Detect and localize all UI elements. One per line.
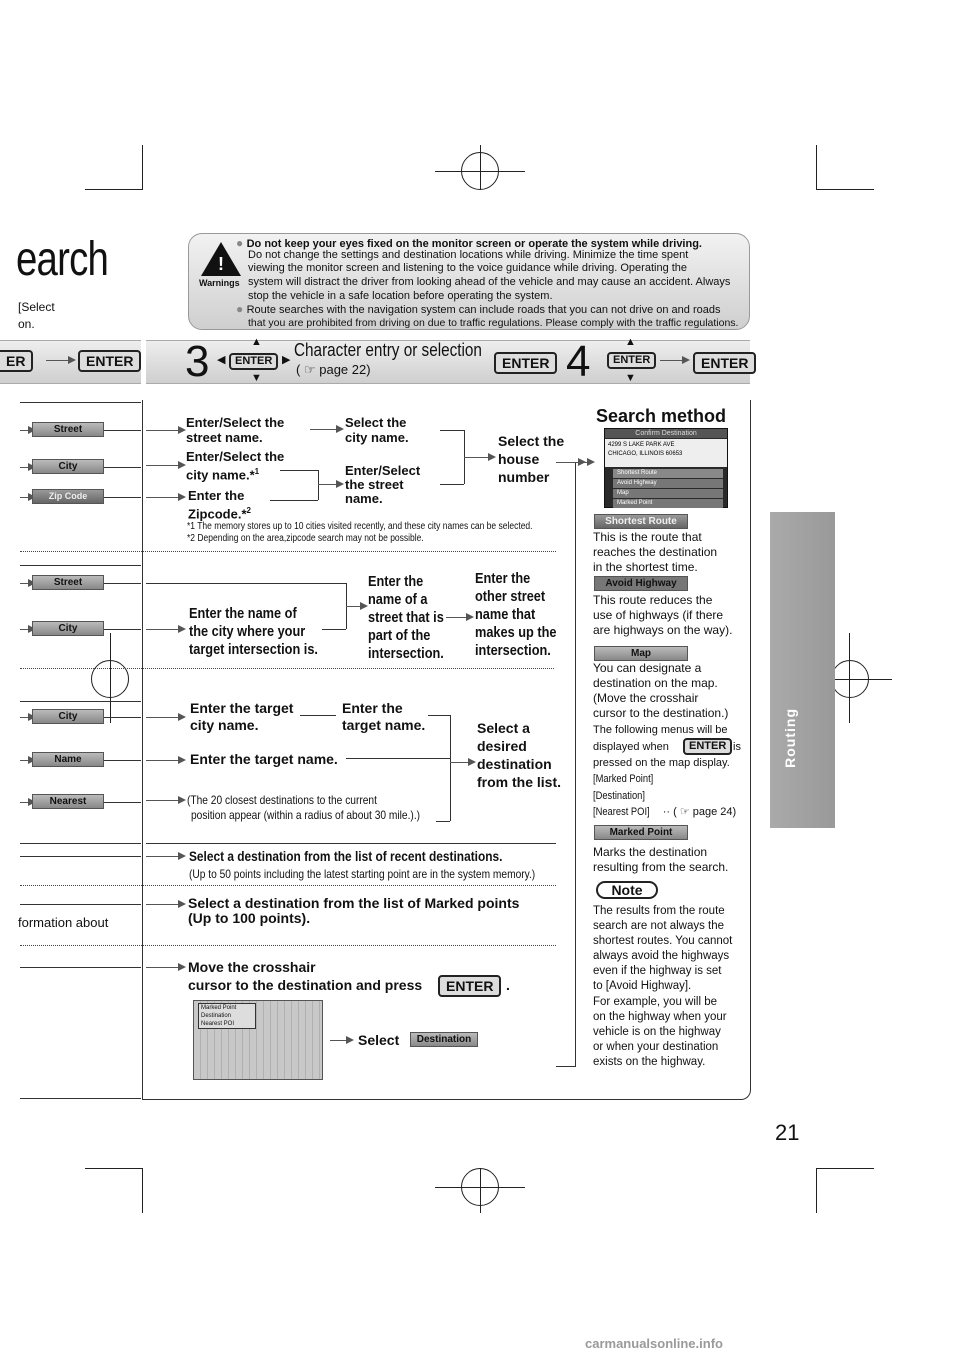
step-text: destination [477, 756, 552, 772]
connector [556, 1066, 576, 1067]
shortest-route-button[interactable]: Shortest Route [594, 514, 688, 529]
divider [20, 967, 141, 968]
routing-side-tab [770, 512, 835, 828]
warning-exclamation: ! [218, 254, 224, 274]
arrow-up-icon: ▲ [251, 336, 262, 348]
step-text: name. [345, 491, 383, 506]
connector [104, 802, 141, 803]
step-text: cursor to the destination and press [188, 977, 423, 993]
arrow-right-icon [146, 497, 180, 498]
enter-button-partial: ER [0, 350, 33, 372]
enter-button: ENTER [78, 350, 141, 372]
warning-text: Route searches with the navigation system can include roads that you can not drive on and roads [246, 304, 721, 316]
menus-desc: is [733, 741, 741, 753]
step-text: (Up to 100 points). [188, 910, 311, 926]
marked-point-button[interactable]: Marked Point [594, 825, 688, 840]
step-text: Enter the target name. [190, 751, 338, 767]
warning-text: viewing the monitor screen and listening to the voice guidance while driving. Operating the [248, 262, 688, 274]
step-note: position appear (within a radius of about 30 mile.).) [191, 808, 421, 822]
street-button[interactable]: Street [32, 422, 104, 437]
note-text: The results from the route [593, 905, 725, 917]
avoid-desc: use of highways (if there [593, 608, 724, 622]
arrow-right-icon [20, 497, 30, 498]
screen-title: Confirm Destination [605, 429, 727, 438]
note-text: always avoid the highways [593, 950, 730, 962]
step-text: house [498, 451, 540, 467]
step-text: Select the [345, 415, 407, 430]
map-desc: cursor to the destination.) [593, 706, 729, 720]
crop-mark [816, 145, 817, 190]
note-text: on the highway when your [593, 1011, 727, 1023]
note-text: search are not always the [593, 920, 725, 932]
step-text: intersection. [368, 645, 444, 662]
step-note: (Up to 50 points including the latest starting point are in the system memory.) [189, 867, 536, 881]
crop-mark [816, 189, 874, 190]
connector [104, 583, 141, 584]
pointing-hand-icon: ☞ [300, 362, 320, 377]
arrow-right-icon [446, 617, 468, 618]
arrow-right-icon [146, 760, 180, 761]
arrow-right-icon [660, 360, 684, 361]
step-text: makes up the [475, 624, 557, 641]
connector [440, 484, 464, 485]
step-text: Enter the [342, 700, 403, 716]
search-method-title: Search method [596, 406, 727, 426]
arrow-right-icon [310, 429, 338, 430]
connector [104, 467, 141, 468]
note-text: to [Avoid Highway]. [593, 980, 692, 992]
warning-text: system will distract the driver from looking ahead of the vehicle and may cause an accident. Always [248, 276, 731, 288]
step-text: Select a destination from the list of Marked points [188, 895, 520, 911]
dotted-divider [20, 668, 554, 669]
step-text: Enter the name of [189, 605, 297, 622]
header-subtext: on. [18, 317, 35, 331]
step-text: city name. [190, 717, 259, 733]
warning-text: stop the vehicle in a safe location before operating the system. [248, 290, 553, 302]
connector [104, 497, 141, 498]
screen-option: Map [613, 489, 723, 498]
step3-text: Character entry or selection [294, 340, 482, 360]
divider [20, 1098, 141, 1099]
divider [142, 400, 143, 1100]
enter-button: ENTER [494, 352, 557, 374]
warning-label: Warnings [199, 278, 240, 288]
zip-code-button[interactable]: Zip Code [32, 489, 104, 504]
arrow-right-icon [146, 856, 180, 857]
arrow-right-icon [146, 430, 180, 431]
crop-mark [849, 633, 850, 723]
dotted-divider [20, 945, 556, 946]
menus-desc: pressed on the map display. [593, 757, 730, 769]
dotted-divider [20, 551, 556, 552]
arrow-right-icon [20, 467, 30, 468]
connector [436, 821, 450, 822]
divider [20, 402, 141, 403]
menu-item: [Destination] [593, 790, 645, 802]
shortest-desc: reaches the destination [593, 545, 718, 559]
arrow-right-icon [20, 430, 30, 431]
warning-text: Do not keep your eyes fixed on the monitor screen or operate the system while driving. [246, 238, 702, 250]
name-button[interactable]: Name [32, 752, 104, 767]
marked-desc: Marks the destination [593, 845, 708, 859]
map-desc: (Move the crosshair [593, 691, 699, 705]
menus-desc: The following menus will be [593, 724, 728, 736]
bullet-icon: ● [236, 236, 247, 250]
arrow-down-icon: ▼ [625, 372, 636, 384]
map-thumbnail [193, 1000, 323, 1080]
destination-button[interactable]: Destination [410, 1032, 478, 1047]
marked-desc: resulting from the search. [593, 860, 729, 874]
step-text: Select a [477, 720, 530, 736]
enter-button: ENTER [693, 352, 756, 374]
footnote: *2 Depending on the area,zipcode search may not be possible. [187, 533, 424, 544]
connector [318, 470, 319, 500]
arrow-right-icon [330, 1040, 348, 1041]
crop-mark [816, 1168, 874, 1169]
step-text: other street [475, 588, 546, 605]
side-tab-label: Routing [782, 708, 798, 768]
step-text: Enter the [188, 488, 245, 503]
divider [20, 701, 141, 702]
divider [20, 843, 141, 844]
arrow-right-icon [20, 760, 30, 761]
step-text: from the list. [477, 774, 562, 790]
enter-button: ENTER [438, 975, 501, 997]
step-text: desired [477, 738, 527, 754]
step-note: (The 20 closest destinations to the current [187, 793, 377, 807]
arrow-right-icon [46, 360, 70, 361]
warning-box [188, 233, 750, 330]
connector [300, 715, 336, 716]
menus-desc: displayed when [593, 741, 669, 753]
step-text: name of a [368, 591, 428, 608]
confirm-destination-screen [604, 428, 728, 508]
step-text: Enter the target [190, 700, 294, 716]
step-number-3: 3 [185, 337, 210, 386]
note-text: exists on the highway. [593, 1056, 706, 1068]
enter-button: ENTER [607, 352, 656, 369]
step-text: Select the [498, 433, 565, 449]
note-text: shortest routes. You cannot [593, 935, 733, 947]
arrow-up-icon: ▲ [625, 336, 636, 348]
avoid-desc: This route reduces the [593, 593, 713, 607]
connector [346, 758, 450, 759]
divider [146, 843, 556, 844]
footnote-marker: 2 [246, 506, 251, 515]
screen-address: CHICAGO, ILLINOIS 60653 [608, 451, 683, 457]
arrow-right-icon [20, 583, 30, 584]
crop-mark [142, 145, 143, 190]
arrow-right-icon [575, 462, 589, 463]
footnote-marker: 1 [254, 467, 260, 476]
city-button[interactable]: City [32, 709, 104, 724]
note-text: vehicle is on the highway [593, 1026, 721, 1038]
arrow-right-icon [318, 484, 338, 485]
note-text: For example, you will be [593, 996, 717, 1008]
footnote: *1 The memory stores up to 10 cities visited recently, and these city names can be selected. [187, 521, 533, 532]
step-text: intersection. [475, 642, 551, 659]
arrow-right-icon [346, 606, 362, 607]
arrow-right-icon [146, 904, 180, 905]
connector [104, 430, 141, 431]
step-text: city name. [345, 430, 409, 445]
arrow-right-icon [464, 457, 490, 458]
connector [322, 629, 346, 630]
arrow-right-icon [20, 802, 30, 803]
map-menu-item: Nearest POI [201, 1021, 235, 1027]
arrow-right-icon [146, 465, 180, 466]
screen-option: Shortest Route [613, 469, 723, 478]
screen-option: Avoid Highway [613, 479, 723, 488]
step-text: Enter the [368, 573, 424, 590]
arrow-left-icon: ◀ [217, 354, 226, 366]
step-text: part of the [368, 627, 431, 644]
crop-mark [816, 1168, 817, 1213]
map-desc: destination on the map. [593, 676, 718, 690]
menu-item: [Nearest POI] [593, 806, 650, 818]
step-text: Enter/Select [345, 463, 421, 478]
crop-mark [142, 1168, 143, 1213]
step-text: Select [358, 1032, 400, 1048]
step-number-4: 4 [566, 337, 591, 386]
arrow-right-icon [146, 629, 180, 630]
ref-open: ( [296, 362, 301, 377]
connector [440, 430, 464, 431]
screen-option: Marked Point [613, 499, 723, 508]
arrow-right-icon [146, 967, 180, 968]
city-button[interactable]: City [32, 459, 104, 474]
note-text: even if the highway is set [593, 965, 722, 977]
connector [146, 583, 346, 584]
arrow-right-icon [146, 717, 180, 718]
arrow-down-icon: ▼ [251, 372, 262, 384]
note-text: or when your destination [593, 1041, 719, 1053]
warning-text: that you are prohibited from driving on due to traffic regulations. Please comply with the traffic regulations. [248, 317, 739, 329]
crop-mark [480, 145, 481, 190]
divider [20, 904, 141, 905]
enter-button: ENTER [229, 353, 278, 370]
menu-item: [Marked Point] [593, 773, 654, 785]
page-ref: page 22) [319, 362, 371, 377]
note-label: Note [596, 881, 658, 899]
connector [104, 717, 141, 718]
map-button[interactable]: Map [594, 646, 688, 661]
arrow-right-icon [450, 762, 470, 763]
step-text: street that is [368, 609, 444, 626]
crop-mark [85, 1168, 143, 1169]
connector [104, 629, 141, 630]
connector [104, 760, 141, 761]
step-text: Move the crosshair [188, 959, 316, 975]
crop-mark [85, 189, 143, 190]
step-text: . [506, 977, 510, 993]
step-text: Select a destination from the list of recent destinations. [189, 848, 503, 864]
street-button[interactable]: Street [32, 575, 104, 590]
connector [450, 715, 451, 821]
step-text: Enter the [475, 570, 531, 587]
nearest-button[interactable]: Nearest [32, 794, 104, 809]
enter-button: ENTER [683, 738, 732, 755]
arrow-right-icon [20, 629, 30, 630]
ref-open: ( [673, 806, 677, 818]
step-text: city name.* [186, 467, 255, 483]
page-title: earch [16, 233, 109, 286]
page-ref: page 24) [692, 806, 737, 818]
map-desc: You can designate a [593, 661, 702, 675]
shortest-desc: This is the route that [593, 530, 702, 544]
arrow-right-icon [146, 800, 180, 801]
screen-address: 4299 S LAKE PARK AVE [608, 442, 675, 448]
step-text: street name. [186, 430, 263, 445]
step-text: Enter/Select the [186, 415, 285, 430]
pointing-hand-icon: ☞ [676, 806, 693, 818]
step-text: Enter/Select the [186, 449, 285, 464]
arrow-right-icon [20, 717, 30, 718]
avoid-desc: are highways on the way). [593, 623, 733, 637]
connector [270, 500, 318, 501]
connector [428, 715, 450, 716]
step-text: Zipcode.* [188, 506, 247, 522]
step-text: the city where your [189, 623, 306, 640]
crop-mark [480, 1168, 481, 1213]
bullet-icon: ● [236, 302, 247, 316]
watermark: carmanualsonline.info [585, 1336, 723, 1351]
city-button[interactable]: City [32, 621, 104, 636]
header-subtext: [Select [18, 300, 55, 314]
warning-text: Do not change the settings and destination locations while driving. Minimize the time spent [248, 249, 689, 261]
crop-mark [110, 633, 111, 723]
section-label: formation about [18, 915, 109, 930]
arrow-right-icon: ▶ [282, 354, 291, 366]
page-number: 21 [775, 1120, 800, 1145]
connector [280, 470, 318, 471]
step-text: number [498, 469, 550, 485]
avoid-highway-button[interactable]: Avoid Highway [594, 576, 688, 591]
step-text: target intersection is. [189, 641, 318, 658]
step-text: target name. [342, 717, 426, 733]
divider [20, 856, 141, 857]
step-text: the street [345, 477, 404, 492]
step-text: name that [475, 606, 536, 623]
map-menu-item: Destination [201, 1013, 232, 1019]
dotted-divider [20, 885, 556, 886]
divider [20, 565, 141, 566]
map-menu-item: Marked Point [201, 1005, 237, 1011]
connector [575, 462, 576, 1067]
shortest-desc: in the shortest time. [593, 560, 698, 574]
